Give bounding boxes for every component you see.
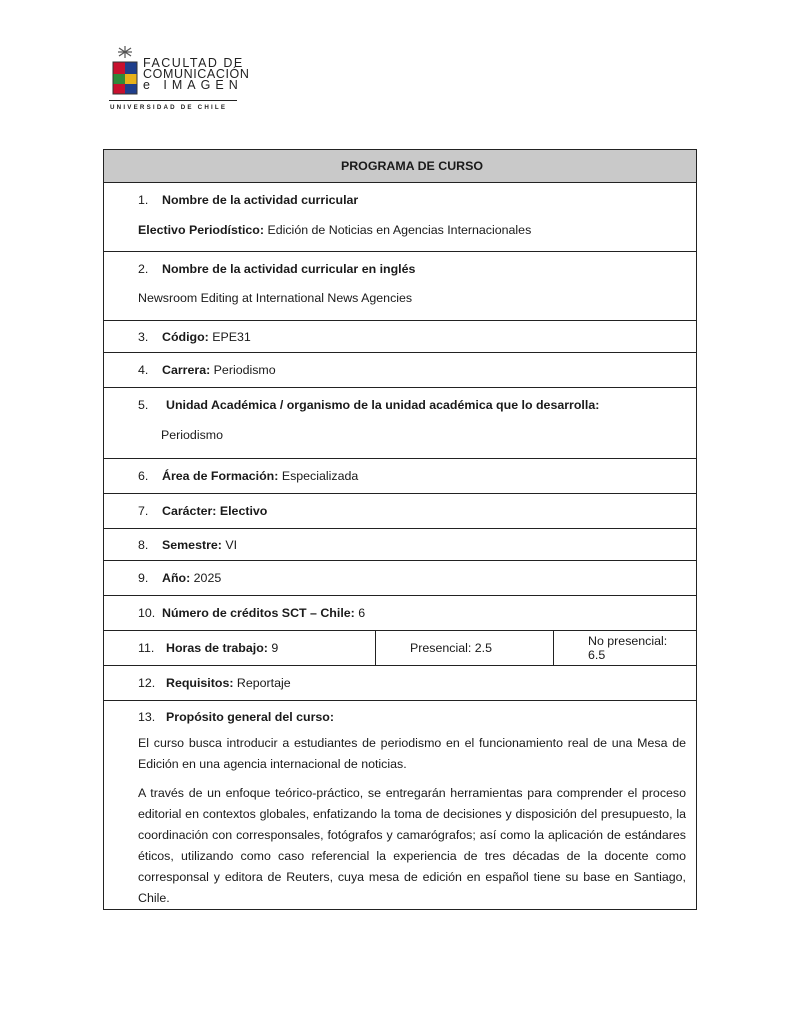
item-value: 6: [354, 606, 366, 620]
item-value: Edición de Noticias en Agencias Internacionales: [264, 223, 532, 237]
item-label: Horas de trabajo:: [166, 641, 268, 655]
item-number: 2.: [138, 262, 149, 276]
item-label: Carácter: Electivo: [162, 504, 268, 518]
item-number: 7.: [138, 504, 149, 518]
item-year: [104, 561, 697, 596]
item-value: Periodismo: [210, 363, 276, 377]
item-work-hours: [104, 631, 697, 666]
faculty-logo: [109, 44, 250, 116]
item-purpose-body: [104, 733, 697, 910]
logo-line-1: FACULTAD DE: [143, 56, 244, 70]
item-label: Código:: [162, 329, 209, 344]
item-label: Área de Formación:: [162, 469, 279, 483]
item-value: 9: [267, 641, 279, 655]
item-label: Carrera:: [162, 363, 211, 377]
item-value: Reportaje: [233, 676, 291, 690]
university-crest-icon: [109, 44, 141, 100]
item-label: Propósito general del curso:: [166, 709, 334, 724]
item-value: Newsroom Editing at International News Agencies: [138, 291, 413, 305]
item-number: 8.: [138, 537, 149, 552]
item-character: [104, 494, 697, 529]
item-activity-name-english: [104, 252, 697, 321]
item-value: VI: [221, 537, 238, 552]
item-value: EPE31: [208, 329, 251, 344]
item-label: Número de créditos SCT – Chile:: [162, 606, 355, 620]
item-value: 2025: [190, 571, 222, 585]
item-number: 9.: [138, 571, 149, 585]
item-number: 11.: [138, 641, 155, 655]
item-activity-name: [104, 183, 697, 252]
non-presencial-hours: No presencial: 6.5: [554, 631, 697, 666]
logo-line-3: e IMAGEN: [143, 78, 243, 92]
item-label: Año:: [162, 571, 191, 585]
logo-line-2: COMUNICACIÓN: [143, 67, 250, 81]
item-purpose-heading: [104, 701, 697, 733]
item-career: [104, 353, 697, 388]
item-label: Requisitos:: [166, 676, 234, 690]
item-academic-unit: [104, 388, 697, 459]
item-requirements: [104, 666, 697, 701]
item-number: 12.: [138, 676, 156, 690]
item-label: Nombre de la actividad curricular: [162, 193, 359, 207]
item-number: 6.: [138, 469, 149, 483]
table-header: PROGRAMA DE CURSO: [104, 150, 697, 183]
item-label: Semestre:: [162, 537, 222, 552]
item-value: Especializada: [278, 469, 359, 483]
item-number: 1.: [138, 193, 149, 207]
item-training-area: [104, 459, 697, 494]
item-semester: [104, 529, 697, 561]
course-program-table: [103, 149, 697, 910]
item-value: Periodismo: [161, 428, 223, 442]
faculty-name: [143, 58, 250, 91]
item-number: 3.: [138, 329, 149, 344]
presencial-hours: Presencial: 2.5: [376, 631, 554, 666]
item-number: 13.: [138, 709, 156, 724]
purpose-paragraph-1: El curso busca introducir a estudiantes de periodismo en el funcionamiento real de una Mesa de Edición en una agencia internacional de noticias.: [138, 735, 686, 771]
item-code: [104, 321, 697, 353]
item-credits: [104, 596, 697, 631]
purpose-paragraph-2: A través de un enfoque teórico-práctico, se entregarán herramientas para comprender el proceso editorial en contextos globales, enfatizando la toma de decisiones y disposición del presupuesto, la coordinación con corresponsales, fotógrafos y camarógrafos; así como la aplicación de estándares éticos, utilizando como caso referencial la experiencia de tres décadas de la docente como corresponsal y editora de Reuters, cuya mesa de edición en español tiene su base en Santiago, Chile.: [138, 785, 686, 905]
item-value-label: Electivo Periodístico:: [138, 223, 265, 237]
item-number: 4.: [138, 363, 149, 377]
item-label: Nombre de la actividad curricular en inglés: [162, 262, 416, 276]
item-number: 5.: [138, 398, 149, 412]
item-label: Unidad Académica / organismo de la unidad académica que lo desarrolla:: [166, 398, 600, 412]
item-number: 10.: [138, 606, 156, 620]
university-name: UNIVERSIDAD DE CHILE: [110, 104, 228, 111]
logo-divider: [109, 100, 237, 101]
